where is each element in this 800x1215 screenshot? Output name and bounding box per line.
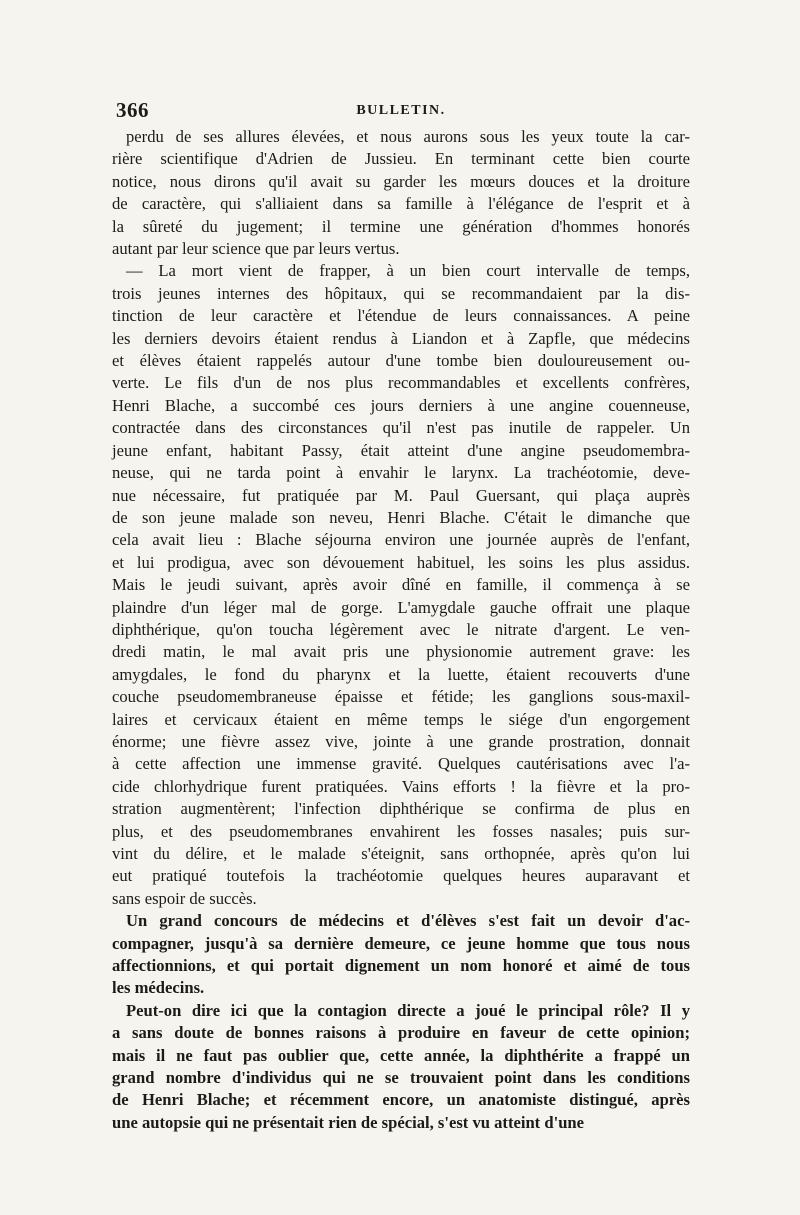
text-line: les derniers devoirs étaient rendus à Liandon et à Zapfle, que médecins (112, 328, 690, 348)
text-line: Henri Blache, a succombé ces jours derniers à une angine couenneuse, (112, 395, 690, 415)
text-line: et élèves étaient rappelés autour d'une tombe bien douloureusement ou- (112, 351, 690, 371)
text-line: tinction de leur caractère et l'étendue de leurs connaissances. A peine (112, 306, 690, 326)
text-line: neuse, qui ne tarda point à envahir le larynx. La trachéotomie, deve- (112, 463, 690, 483)
page (112, 92, 690, 1134)
text-line: plus, et des pseudomembranes envahirent les fosses nasales; puis sur- (112, 821, 690, 841)
text-line: cide chlorhydrique furent pratiquées. Vains efforts ! la fièvre et la pro- (112, 776, 690, 796)
text-line: trois jeunes internes des hôpitaux, qui se recommandaient par la dis- (112, 283, 690, 303)
text-line: compagner, jusqu'à sa dernière demeure, ce jeune homme que tous nous (112, 933, 690, 953)
text-line: diphthérique, qu'on toucha légèrement avec le nitrate d'argent. Le ven- (112, 619, 690, 639)
text-line: une autopsie qui ne présentait rien de spécial, s'est vu atteint d'une (112, 1112, 585, 1132)
text-line: vint du délire, et le malade s'éteignit, sans orthopnée, après qu'on lui (112, 844, 690, 863)
page-number: 366 (116, 98, 149, 122)
text-line: eut pratiqué toutefois la trachéotomie quelques heures auparavant et (112, 866, 690, 886)
text-line: mais il ne faut pas oublier que, cette année, la diphthérite a frappé un (112, 1045, 690, 1065)
text-line: plaindre d'un léger mal de gorge. L'amygdale gauche offrait une plaque (112, 597, 690, 617)
text-line: Mais le jeudi suivant, après avoir dîné en famille, il commença à se (112, 575, 690, 595)
article-body (112, 126, 690, 1134)
text-line: grand nombre d'individus qui ne se trouvaient point dans les conditions (112, 1068, 690, 1088)
text-line: stration augmentèrent; l'infection diphthérique se confirma de plus en (112, 799, 690, 819)
text-line: de Henri Blache; et récemment encore, un anatomiste distingué, après (112, 1090, 690, 1110)
text-line: à cette affection une immense gravité. Quelques cautérisations avec l'a- (112, 754, 690, 774)
text-line: — La mort vient de frapper, à un bien court intervalle de temps, (126, 261, 690, 281)
text-line: nue nécessaire, fut pratiquée par M. Paul Guersant, qui plaça auprès (112, 485, 690, 505)
paragraph-p2 (112, 260, 690, 910)
text-line: énorme; une fièvre assez vive, jointe à une grande prostration, donnait (112, 731, 690, 751)
running-head (112, 92, 690, 126)
text-line: a sans doute de bonnes raisons à produire en faveur de cette opinion; (112, 1023, 690, 1043)
text-line: de son jeune malade son neveu, Henri Blache. C'était le dimanche que (112, 507, 690, 527)
text-line: amygdales, le fond du pharynx et la luette, étaient recouverts d'une (112, 664, 690, 684)
text-line: autant par leur science que par leurs vertus. (112, 239, 400, 259)
text-line: les médecins. (112, 978, 205, 998)
text-line: de caractère, qui s'alliaient dans sa famille à l'élégance de l'esprit et à (112, 194, 690, 214)
text-line: Un grand concours de médecins et d'élèves s'est fait un devoir d'ac- (126, 911, 690, 931)
paragraph-p1 (112, 126, 690, 260)
text-line: rière scientifique d'Adrien de Jussieu. En terminant cette bien courte (112, 149, 690, 169)
text-line: contractée dans des circonstances qu'il n'est pas inutile de rappeler. Un (112, 418, 690, 438)
paragraph-p3 (112, 910, 690, 1000)
text-line: perdu de ses allures élevées, et nous aurons sous les yeux toute la car- (126, 127, 690, 146)
text-line: couche pseudomembraneuse épaisse et fétide; les ganglions sous-maxil- (112, 687, 690, 707)
text-line: jeune enfant, habitant Passy, était atteint d'une angine pseudomembra- (112, 440, 690, 460)
paragraph-p4 (112, 1000, 690, 1134)
text-line: notice, nous dirons qu'il avait su garder les mœurs douces et la droiture (112, 171, 690, 191)
text-line: la sûreté du jugement; il termine une génération d'hommes honorés (112, 216, 690, 236)
text-line: dredi matin, le mal avait pris une physionomie autrement grave: les (112, 642, 690, 662)
text-line: Peut-on dire ici que la contagion directe a joué le principal rôle? Il y (126, 1000, 690, 1020)
text-line: et lui prodigua, avec son dévouement habituel, les soins les plus assidus. (112, 552, 690, 572)
text-line: sans espoir de succès. (112, 888, 257, 908)
running-title: BULLETIN. (356, 103, 446, 118)
text-line: verte. Le fils d'un de nos plus recommandables et excellents confrères, (112, 373, 690, 393)
text-line: affectionnions, et qui portait dignement un nom honoré et aimé de tous (112, 956, 690, 976)
text-line: cela avait lieu : Blache séjourna environ une journée auprès de l'enfant, (112, 530, 690, 550)
text-line: laires et cervicaux étaient en même temps le siége d'un engorgement (112, 709, 690, 729)
